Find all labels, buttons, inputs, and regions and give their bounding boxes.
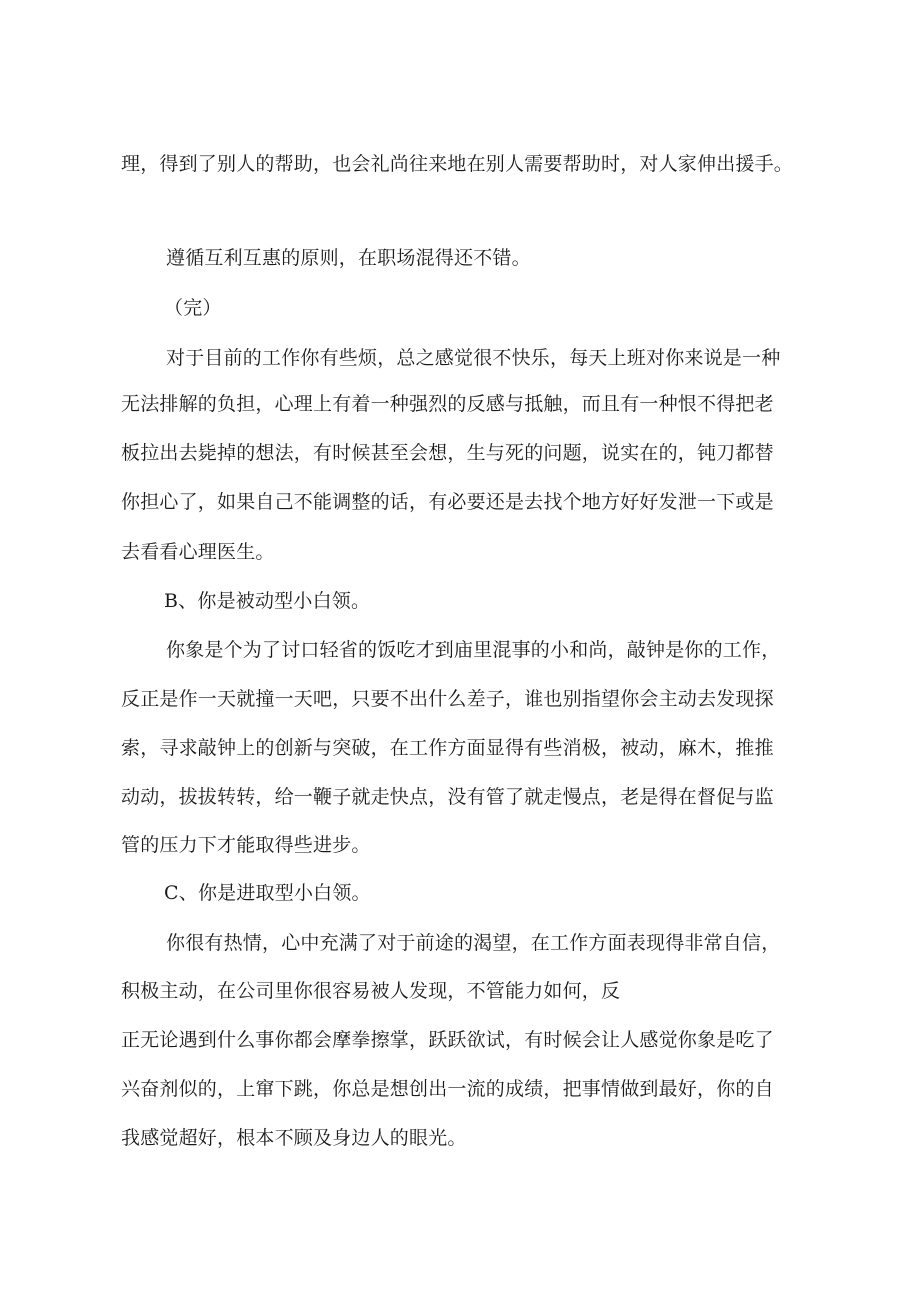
text-line: 我感觉超好，根本不顾及身边人的眼光。 xyxy=(121,1127,467,1149)
text-line: 积极主动，在公司里你很容易被人发现，不管能力如何，反 xyxy=(121,980,621,1002)
text-line: 管的压力下才能取得些进步。 xyxy=(121,834,371,856)
text-line: 理，得到了别人的帮助，也会礼尚往来地在别人需要帮助时，对人家伸出援手。 xyxy=(121,153,794,175)
text-line: 去看看心理医生。 xyxy=(121,541,275,563)
text-line: B、你是被动型小白领。 xyxy=(164,590,371,612)
text-line: C、你是进取型小白领。 xyxy=(164,882,371,904)
text-line: 遵循互利互惠的原则，在职场混得还不错。 xyxy=(166,247,531,269)
text-line: 动动，拔拔转转，给一鞭子就走快点，没有管了就走慢点，老是得在督促与监 xyxy=(121,786,774,808)
text-line: 索，寻求敲钟上的创新与突破，在工作方面显得有些消极，被动，麻木，推推 xyxy=(121,737,774,759)
text-line: 兴奋剂似的，上窜下跳，你总是想创出一流的成绩，把事情做到最好，你的自 xyxy=(121,1078,774,1100)
text-line: 你象是个为了讨口轻省的饭吃才到庙里混事的小和尚，敲钟是你的工作， xyxy=(166,639,781,661)
text-line: 板拉出去毙掉的想法，有时候甚至会想，生与死的问题，说实在的，钝刀都替 xyxy=(121,442,774,464)
text-line: 无法排解的负担，心理上有着一种强烈的反感与抵触，而且有一种恨不得把老 xyxy=(121,393,774,415)
text-line: 你很有热情，心中充满了对于前途的渴望，在工作方面表现得非常自信， xyxy=(166,932,781,954)
text-line: 正无论遇到什么事你都会摩拳擦掌，跃跃欲试，有时候会让人感觉你象是吃了 xyxy=(121,1029,774,1051)
text-line: 对于目前的工作你有些烦，总之感觉很不快乐，每天上班对你来说是一种 xyxy=(166,347,781,369)
text-line: 你担心了，如果自己不能调整的话，有必要还是去找个地方好好发泄一下或是 xyxy=(121,491,774,513)
text-line: （完） xyxy=(164,297,222,319)
text-line: 反正是作一天就撞一天吧，只要不出什么差子，谁也别指望你会主动去发现探 xyxy=(121,688,774,710)
